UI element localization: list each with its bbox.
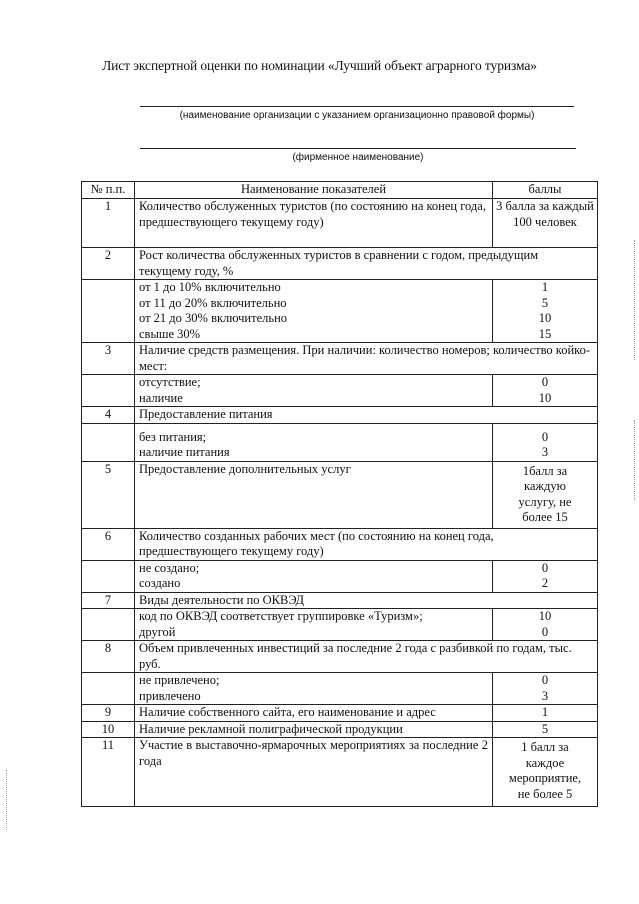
row-name: Виды деятельности по ОКВЭД <box>135 592 598 609</box>
row-num: 11 <box>82 738 135 807</box>
document-title: Лист экспертной оценки по номинации «Лучший объект аграрного туризма» <box>102 58 537 73</box>
option-label: другой <box>139 624 176 639</box>
score-list <box>493 673 598 705</box>
row-name: Количество созданных рабочих мест (по состоянию на конец года, предшествующего текущему году) <box>135 528 598 560</box>
option-label: наличие питания <box>139 445 230 459</box>
row-score: 1 <box>493 705 598 722</box>
option-label: от 21 до 30% включительно <box>139 311 288 325</box>
table-subrow <box>82 609 598 641</box>
table-row <box>82 592 598 609</box>
header-score: баллы <box>493 182 598 199</box>
option-label: свыше 30% <box>139 326 201 341</box>
option-score: 3 <box>541 688 549 703</box>
scan-edge-mark <box>634 240 636 360</box>
table-row <box>82 528 598 560</box>
option-label: не создано; <box>139 560 200 575</box>
option-list <box>135 560 493 592</box>
option-list <box>135 673 493 705</box>
option-score: 10 <box>538 390 552 405</box>
option-label: наличие <box>139 390 183 405</box>
option-list <box>135 423 493 461</box>
table-row <box>82 461 598 528</box>
option-label: создано <box>139 576 181 590</box>
table-row <box>82 705 598 722</box>
row-name: Рост количества обслуженных туристов в сравнении с годом, предыдущим текущему году, % <box>135 248 598 280</box>
row-name: Количество обслуженных туристов (по состоянию на конец года, предшествующего текущему году) <box>135 199 493 248</box>
option-score: 0 <box>541 624 549 639</box>
header-name: Наименование показателей <box>135 182 493 199</box>
row-name: Объем привлеченных инвестиций за последние 2 года с разбивкой по годам, тыс. руб. <box>135 641 598 673</box>
table-subrow <box>82 375 598 407</box>
scan-edge-mark <box>634 420 636 500</box>
option-score: 0 <box>541 673 549 687</box>
option-score: 0 <box>541 429 549 444</box>
option-score: 2 <box>541 576 549 590</box>
score-list <box>493 560 598 592</box>
option-score: 5 <box>541 295 549 310</box>
row-score: 1балл за каждую услугу, не более 15 <box>493 461 598 528</box>
table-subrow <box>82 280 598 343</box>
option-score: 3 <box>541 445 549 459</box>
row-num: 6 <box>82 528 135 560</box>
row-name: Предоставление дополнительных услуг <box>135 461 493 528</box>
option-label: не привлечено; <box>139 673 220 687</box>
row-num: 3 <box>82 343 135 375</box>
table-row <box>82 641 598 673</box>
brand-name-caption: (фирменное наименование) <box>292 152 424 163</box>
score-list <box>493 375 598 407</box>
table-row <box>82 738 598 807</box>
option-label: от 1 до 10% включительно <box>139 280 281 294</box>
row-num: 2 <box>82 248 135 280</box>
table-row <box>82 248 598 280</box>
row-score: 3 балла за каждый 100 человек <box>493 199 598 248</box>
brand-name-line <box>140 148 576 149</box>
row-name: Наличие собственного сайта, его наименование и адрес <box>135 705 493 722</box>
option-score: 0 <box>541 375 549 389</box>
option-score: 1 <box>541 280 549 294</box>
org-name-caption: (наименование организации с указанием организационно правовой формы) <box>179 110 535 121</box>
org-name-line <box>140 106 574 107</box>
score-list <box>493 280 598 343</box>
row-num: 5 <box>82 461 135 528</box>
option-score: 10 <box>538 311 552 325</box>
row-score: 1 балл за каждое мероприятие, не более 5 <box>493 738 598 807</box>
row-num: 1 <box>82 199 135 248</box>
row-name: Участие в выставочно-ярмарочных мероприятиях за последние 2 года <box>135 738 493 807</box>
row-score: 5 <box>493 721 598 738</box>
option-score: 10 <box>538 609 552 623</box>
row-num: 4 <box>82 407 135 424</box>
option-list <box>135 280 493 343</box>
evaluation-table <box>81 181 598 807</box>
option-score: 15 <box>538 326 552 341</box>
table-row <box>82 343 598 375</box>
score-list <box>493 609 598 641</box>
header-num: № п.п. <box>82 182 135 199</box>
row-name: Наличие рекламной полиграфической продукции <box>135 721 493 738</box>
table-subrow <box>82 673 598 705</box>
row-name: Предоставление питания <box>135 407 598 424</box>
row-num: 7 <box>82 592 135 609</box>
table-row <box>82 199 598 248</box>
option-label: код по ОКВЭД соответствует группировке «Туризм»; <box>139 609 423 623</box>
row-num: 9 <box>82 705 135 722</box>
option-label: отсутствие; <box>139 375 201 389</box>
row-name: Наличие средств размещения. При наличии: количество номеров; количество койко-мест: <box>135 343 598 375</box>
option-list <box>135 609 493 641</box>
table-subrow <box>82 560 598 592</box>
table-header-row <box>82 182 598 199</box>
option-label: привлечено <box>139 688 201 703</box>
option-list <box>135 375 493 407</box>
table-subrow <box>82 423 598 461</box>
option-label: без питания; <box>139 429 207 444</box>
row-num: 10 <box>82 721 135 738</box>
option-label: от 11 до 20% включительно <box>139 295 287 310</box>
table-row <box>82 407 598 424</box>
table-row <box>82 721 598 738</box>
scan-edge-mark <box>6 770 8 830</box>
option-score: 0 <box>541 560 549 575</box>
row-num: 8 <box>82 641 135 673</box>
score-list <box>493 423 598 461</box>
